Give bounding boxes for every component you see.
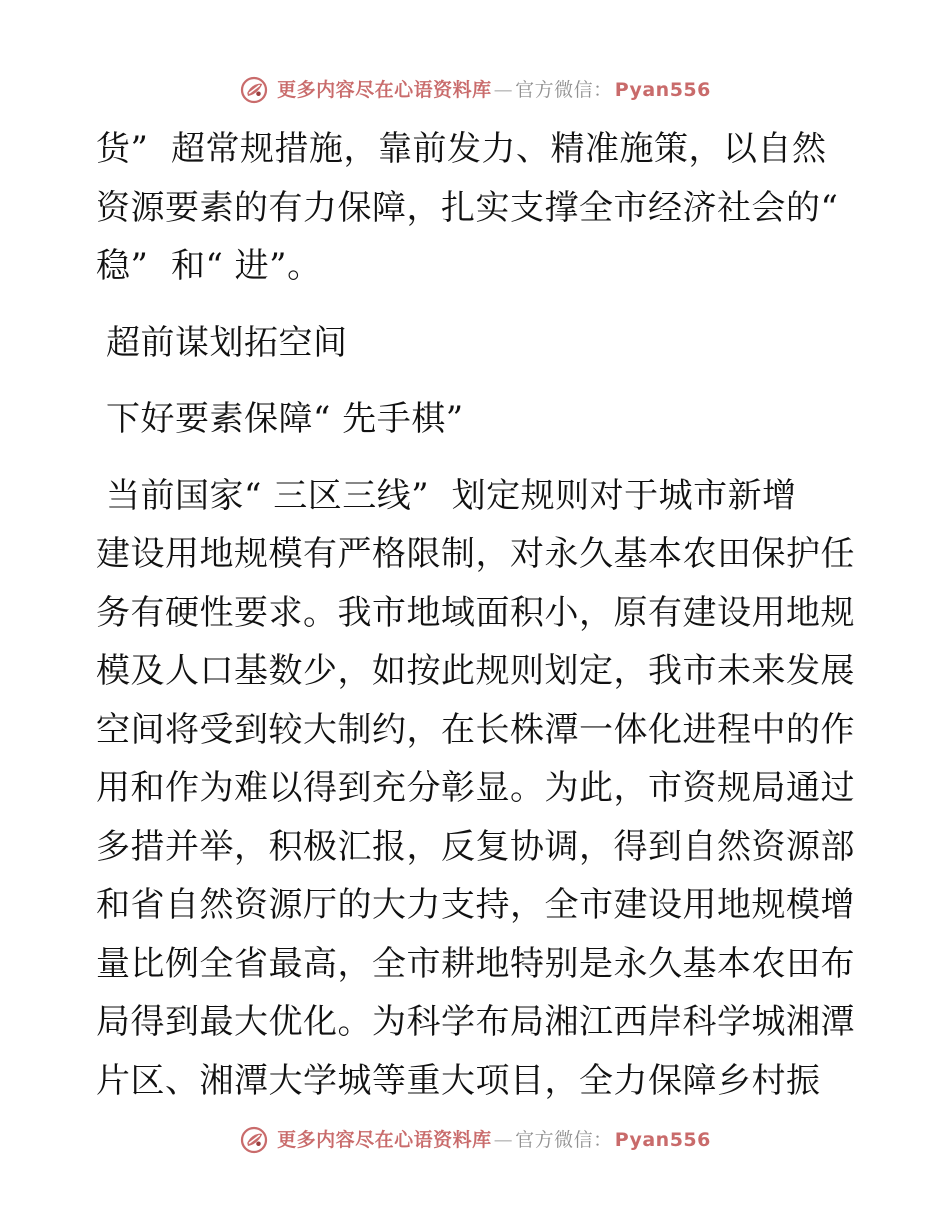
paragraph-1 bbox=[96, 120, 856, 296]
paragraph-gap-1 bbox=[96, 296, 856, 314]
paragraph-2-line-1: 当前国家“ 三区三线” 划定规则对于城市新增 bbox=[106, 475, 797, 516]
footer-brand-text bbox=[277, 1128, 711, 1151]
paragraph-2-line-8: 和省自然资源厅的大力支持，全市建设用地规模增 bbox=[96, 885, 855, 925]
paragraph-gap-3 bbox=[96, 449, 856, 467]
main-content bbox=[96, 120, 856, 1110]
header-brand-id: Pyan556 bbox=[614, 78, 711, 101]
heading-2-text: 下好要素保障“ 先手棋” bbox=[106, 399, 464, 439]
paragraph-2-line-6: 用和作为难以得到充分彰显。为此，市资规局通过 bbox=[96, 768, 855, 808]
paragraph-2-line-3: 务有硬性要求。我市地域面积小，原有建设用地规 bbox=[96, 592, 855, 633]
header-brand bbox=[0, 70, 950, 110]
heading-1-text: 超前谋划拓空间 bbox=[106, 322, 348, 363]
paragraph-2-line-10: 局得到最大优化。为科学布局湘江西岸科学城湘潭 bbox=[96, 1002, 855, 1042]
leaf-logo-icon bbox=[239, 75, 269, 105]
heading-2 bbox=[96, 390, 856, 449]
header-brand-dash: — bbox=[493, 78, 514, 101]
paragraph-2-line-11: 片区、湘潭大学城等重大项目，全力保障乡村振 bbox=[96, 1060, 821, 1101]
footer-brand-colon: ： bbox=[593, 1128, 613, 1151]
paragraph-2-line-5: 空间将受到较大制约，在长株潭一体化进程中的作 bbox=[96, 709, 855, 750]
heading-1 bbox=[96, 314, 856, 373]
footer-brand-sub: 官方微信 bbox=[515, 1128, 594, 1151]
paragraph-gap-2 bbox=[96, 372, 856, 390]
paragraph-2-line-7: 多措并举，积极汇报，反复协调，得到自然资源部 bbox=[96, 826, 855, 867]
leaf-logo-icon bbox=[239, 1125, 269, 1155]
paragraph-1-line-3: 稳” 和“ 进”。 bbox=[96, 246, 322, 286]
footer-brand-main: 更多内容尽在心语资料库 bbox=[277, 1128, 492, 1151]
paragraph-1-line-1: 货” 超常规措施，靠前发力、精准施策，以自然 bbox=[96, 129, 827, 169]
paragraph-2-line-9: 量比例全省最高，全市耕地特别是永久基本农田布 bbox=[96, 943, 855, 984]
paragraph-2 bbox=[96, 467, 856, 1111]
paragraph-2-line-2: 建设用地规模有严格限制，对永久基本农田保护任 bbox=[96, 534, 855, 574]
footer-brand bbox=[0, 1120, 950, 1160]
header-brand-text bbox=[277, 78, 711, 101]
header-brand-sub: 官方微信 bbox=[515, 78, 594, 101]
header-brand-main: 更多内容尽在心语资料库 bbox=[277, 78, 492, 101]
header-brand-colon: ： bbox=[593, 78, 613, 101]
footer-brand-dash: — bbox=[493, 1128, 514, 1151]
paragraph-2-line-4: 模及人口基数少，如按此规则划定，我市未来发展 bbox=[96, 651, 855, 691]
footer-brand-id: Pyan556 bbox=[614, 1128, 711, 1151]
paragraph-1-line-2: 资源要素的有力保障，扎实支撑全市经济社会的“ bbox=[96, 187, 839, 228]
